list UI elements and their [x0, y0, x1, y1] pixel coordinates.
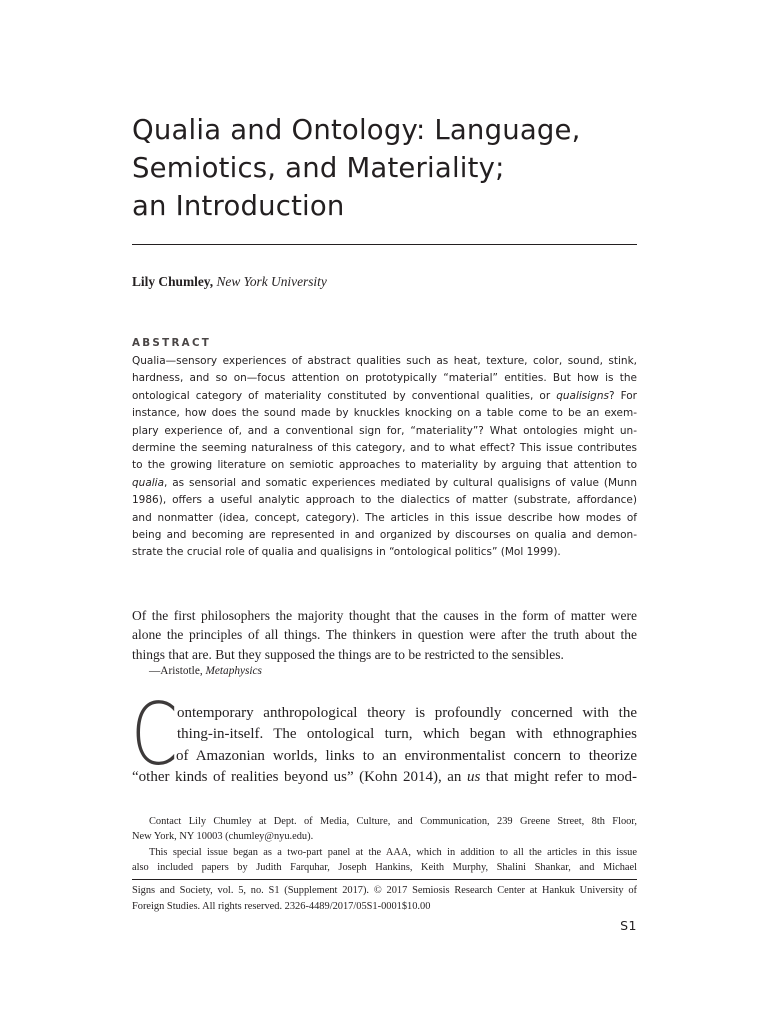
title-line: Qualia and Ontology: Language, — [132, 114, 581, 146]
footnote-line: New York, NY 10003 (chumley@nyu.edu). — [132, 831, 314, 843]
title-line: Semiotics, and Materiality; — [132, 152, 505, 184]
attribution-work: Metaphysics — [205, 665, 262, 677]
abstract-line: Qualia—sensory experiences of abstract qualities such as heat, texture, color, sound, stink, — [132, 355, 637, 367]
italic-term: qualisigns — [556, 389, 609, 402]
footnote-line: also included papers by Judith Farquhar, Joseph Hankins, Keith Murphy, Shalini Shankar, and Michael — [132, 861, 637, 873]
body-line: of Amazonian worlds, links to an environmentalist concern to theorize — [176, 747, 637, 764]
abstract-line: qualia, as sensorial and somatic experiences mediated by cultural qualisigns of value (Munn — [132, 476, 637, 489]
abstract-line: being and becoming are represented in and organized by discourses on qualia and demon- — [132, 529, 637, 542]
abstract-line: and nonmatter (idea, concept, category). The articles in this issue describe how modes of — [132, 511, 637, 524]
byline — [132, 274, 327, 290]
abstract-line: instance, how does the sound made by knuckles knocking on a table come to be an exem- — [132, 407, 637, 420]
epigraph-attribution — [149, 665, 262, 677]
author-affiliation: New York University — [216, 274, 327, 289]
footnote-line: Contact Lily Chumley at Dept. of Media, Culture, and Communication, 239 Greene Street, 8th Floor, — [149, 816, 637, 827]
abstract-line: ontological category of materiality constituted by conventional qualities, or qualisigns? For — [132, 389, 637, 402]
body-line: ontemporary anthropological theory is profoundly concerned with the — [177, 705, 637, 721]
page-number: S1 — [620, 918, 637, 933]
epigraph-line: Of the first philosophers the majority thought that the causes in the form of matter were — [132, 608, 637, 623]
abstract-line: 1986), offers a useful analytic approach to the dialectics of matter (substrate, affordance) — [132, 494, 637, 507]
epigraph-line: alone the principles of all things. The thinkers in question were after the truth about the — [132, 627, 637, 643]
footer-divider — [132, 879, 637, 880]
journal-citation — [132, 883, 637, 914]
abstract-text — [132, 353, 637, 562]
footnotes — [132, 814, 637, 875]
drop-cap: C — [131, 685, 178, 785]
abstract-line: plary experience of, and a conventional sign for, “materiality”? What ontologies might un- — [132, 424, 637, 437]
body-text — [132, 703, 637, 789]
italic-term: qualia — [132, 476, 165, 489]
italic-term: us — [466, 769, 481, 786]
abstract-line: to the growing literature on semiotic approaches to materiality by arguing that attention to — [132, 459, 637, 472]
abstract-line: hardness, and so on—focus attention on prototypically “material” entities. But how is the — [132, 372, 637, 385]
epigraph-line: things that are. But they supposed the things are to be restricted to the sensibles. — [132, 646, 564, 662]
citation-line: Foreign Studies. All rights reserved. 2326-4489/2017/05S1-0001$10.00 — [132, 900, 431, 912]
attribution-prefix: —Aristotle, — [149, 665, 206, 677]
body-line: “other kinds of realities beyond us” (Kohn 2014), an us that might refer to mod- — [132, 769, 637, 786]
epigraph — [132, 606, 637, 664]
abstract-line: dermine the seeming naturalness of this category, and to what effect? This issue contributes — [132, 442, 637, 455]
article-title — [132, 111, 637, 225]
title-line: an Introduction — [132, 190, 345, 222]
footnote-line: This special issue began as a two-part panel at the AAA, which in addition to all the articles in this issue — [149, 846, 637, 858]
author-name: Lily Chumley, — [132, 274, 214, 289]
body-line: thing-in-itself. The ontological turn, which began with ethnographies — [177, 726, 637, 743]
abstract-line: strate the crucial role of qualia and qualisigns in “ontological politics” (Mol 1999). — [132, 546, 561, 559]
abstract-heading: ABSTRACT — [132, 337, 212, 349]
title-divider — [132, 244, 637, 245]
citation-line: Signs and Society, vol. 5, no. S1 (Supplement 2017). © 2017 Semiosis Research Center at Hankuk University of — [132, 885, 637, 896]
